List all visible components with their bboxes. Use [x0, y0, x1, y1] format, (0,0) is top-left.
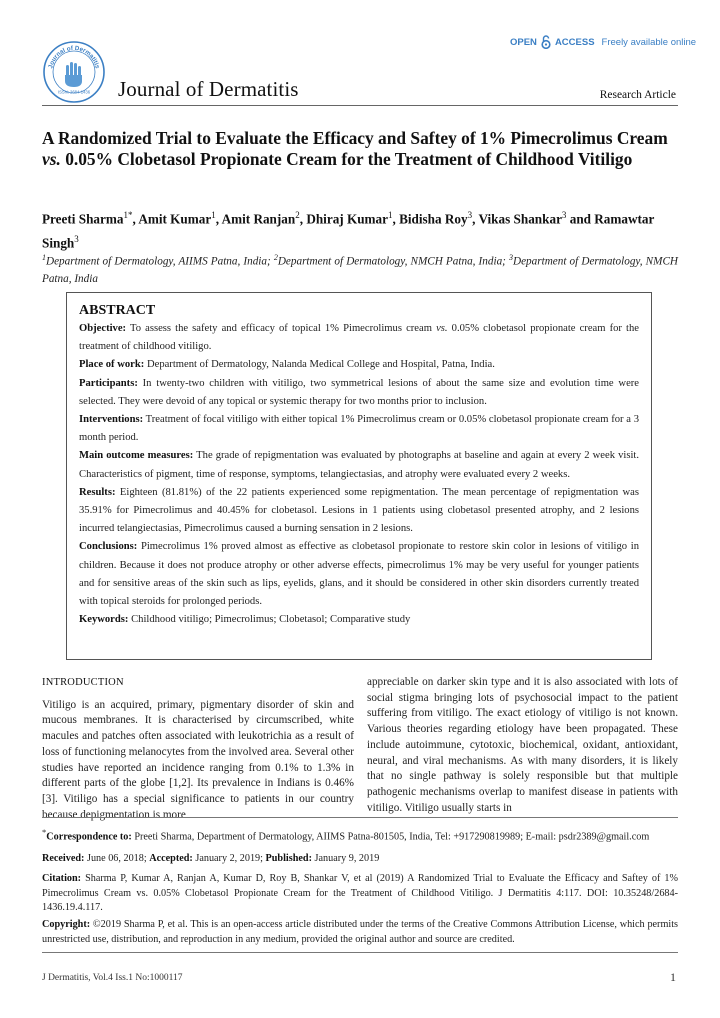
abstract-results: Results: Eighteen (81.81%) of the 22 patients experienced some repigmentation. The mean percentage of repigmentation was 35.91% for Pimecrolimus and 40.45% for clobetasol. Lesions in 1 patients using clobetasol presented atrophy, and 2 lesions incurred telangiectasias, Pimecrolimus caused a burning sensation in 2 lesions. [79, 486, 639, 535]
author-name: Bidisha Roy [399, 211, 468, 227]
affiliations [42, 249, 678, 288]
intro-right-column [367, 675, 678, 816]
author-affiliation-mark: 1 [211, 210, 216, 220]
article-type: Research Article [599, 89, 676, 101]
correspondence-note: *Correspondence to: Preeti Sharma, Department of Dermatology, AIIMS Patna-801505, India, Tel: +917290819989; E-mail: psdr2389@gmail.com [42, 827, 650, 843]
author-name: Vikas Shankar [478, 211, 562, 227]
author-name: Amit Kumar [138, 211, 212, 227]
page-number: 1 [670, 970, 676, 984]
abstract-heading: ABSTRACT [79, 303, 156, 318]
paper-title: A Randomized Trial to Evaluate the Efficacy and Saftey of 1% Pimecrolimus Cream vs. 0.05% Clobetasol Propionate Cream for the Treatment of Childhood Vitiligo [42, 128, 668, 169]
abstract [79, 303, 639, 629]
intro-left-column [42, 675, 354, 823]
author-affiliation-mark: 2 [295, 210, 300, 220]
affiliation-mark: 1 [42, 253, 46, 262]
freely-available-label: Freely available online [601, 36, 697, 48]
page-footer-citation: J Dermatitis, Vol.4 Iss.1 No:1000117 [42, 973, 183, 983]
copyright-note: Copyright: ©2019 Sharma P, et al. This is an open-access article distributed under the terms of the Creative Commons Attribution License, which permits unrestricted use, distribution, and reproduction in any medium, provided the original author and source are credited. [42, 919, 678, 945]
dates-note: Received: June 06, 2018; Accepted: January 2, 2019; Published: January 9, 2019 [42, 853, 380, 864]
affiliation-text: Department of Dermatology, AIIMS Patna, India; [46, 255, 274, 268]
introduction-heading: INTRODUCTION [42, 677, 124, 688]
open-label: OPEN [510, 36, 537, 48]
author-list: Preeti Sharma$^{1*}$, Amit Kumar$^1$, Amit Ranjan$^2$, Dhiraj Kumar$^1$, Bidisha Roy$^3$, Vikas Shankar$^3$ and Ramawtar Singh$^3$ [42, 210, 655, 251]
open-lock-icon [541, 35, 551, 49]
header-divider [42, 105, 678, 106]
abstract-objective: Objective: To assess the safety and efficacy of topical 1% Pimecrolimus cream vs. 0.05% clobetasol propionate cream for the treatment of childhood vitiligo. [79, 323, 639, 353]
author-affiliation-mark: 1* [123, 210, 133, 220]
footnote-divider-top [42, 817, 678, 818]
author-affiliation-mark: 3 [74, 234, 79, 245]
footnote-divider-bottom [42, 952, 678, 953]
abstract-participants: Participants: In twenty-two children with vitiligo, two symmetrical lesions of about the same size and evolution time were selected. They were devoid of any topical or systemic therapy for two months prior to inclusion. [79, 377, 639, 407]
author-name: Dhiraj Kumar [306, 211, 388, 227]
open-access-badge [510, 34, 696, 50]
abstract-outcome-measures: Main outcome measures: The grade of repigmentation was evaluated by photographs at baseline and again at every 2 week visit. Characteristics of pigment, time of response, symptoms, telangiectasias, and atrophy were evaluated every 2 weeks. [79, 450, 639, 480]
author-name: Amit Ranjan [221, 211, 296, 227]
affiliation-mark: 2 [273, 253, 278, 262]
journal-title: Journal of Dermatitis [118, 77, 299, 101]
citation-note: Citation: Sharma P, Kumar A, Ranjan A, Kumar D, Roy B, Shankar V, et al (2019) A Randomized Trial to Evaluate the Efficacy and Saftey of 1% Pimecrolimus Cream vs. 0.05% Clobetasol Propionate Cream for the Treatment of Childhood Vitiligo. J Dermatitis 4:117. DOI: 10.35248/2684-1436.19.4.117. [42, 873, 678, 914]
affiliation-mark: 3 [509, 253, 514, 262]
author-name: Ramawtar Singh [42, 211, 655, 251]
intro-paragraph-right: appreciable on darker skin type and it is also associated with lots of social stigma bringing lots of psychosocial impact to the patient suffering from vitiligo. The exact etiology of vitiligo is not known. Various theories regarding etiology have been propagated. These include autoimmune, cytotoxic, biochemical, oxidant, antioxidant, neural, and viral mechanisms. As with many disorders, it is likely that no single pathway is solely responsible but that multiple pathogenic mechanisms overlap to manifest disease in patients with vitiligo. Vitiligo usually starts in [367, 676, 678, 814]
access-label: ACCESS [554, 36, 595, 48]
svg-text:ISSN: 2684-1436: ISSN: 2684-1436 [57, 89, 91, 95]
author-affiliation-mark: 1 [388, 210, 393, 220]
author-name: Preeti Sharma [42, 211, 124, 227]
svg-text:Journal of Dermatitis: Journal of Dermatitis [47, 44, 101, 70]
author-affiliation-mark: 3 [561, 210, 567, 220]
journal-logo [42, 40, 106, 104]
abstract-place-of-work: Place of work: Department of Dermatology, Nalanda Medical College and Hospital, Patna, India. [79, 359, 495, 371]
abstract-conclusions: Conclusions: Pimecrolimus 1% proved almost as effective as clobetasol propionate to restore skin color in lesions of vitiligo in children. Because it does not produce atrophy or other adverse effects, pimecrolimus 1% may be very useful for younger patients and for sensitive areas of the skin such as lips, eyelids, glans, and it should be considered in other skin disorders currently treated with topical steroids for prolonged periods. [79, 541, 639, 608]
intro-paragraph-left: Vitiligo is an acquired, primary, pigmentary disorder of skin and mucous membranes. It is characterised by circumscribed, white macules and patches often associated with leukotrichia as a result of loss of functioning melanocytes from the involved area. Several other studies have reported an incidence ranging from 0.1% to 1.3% in different parts of the globe [1,2]. Its prevalence in Indians is 0.46% [3]. Vitiligo has a special significance to patients in our country because depigmentation is more [42, 698, 354, 821]
abstract-keywords: Keywords: Childhood vitiligo; Pimecrolimus; Clobetasol; Comparative study [79, 614, 411, 626]
affiliation-text: Department of Dermatology, NMCH Patna, India [42, 255, 679, 285]
affiliation-text: Department of Dermatology, NMCH Patna, India; [277, 255, 510, 268]
author-affiliation-mark: 3 [467, 210, 473, 220]
abstract-interventions: Interventions: Treatment of focal vitiligo with either topical 1% Pimecrolimus cream or 0.05% clobetasol propionate cream for a 3 month period. [79, 414, 639, 444]
